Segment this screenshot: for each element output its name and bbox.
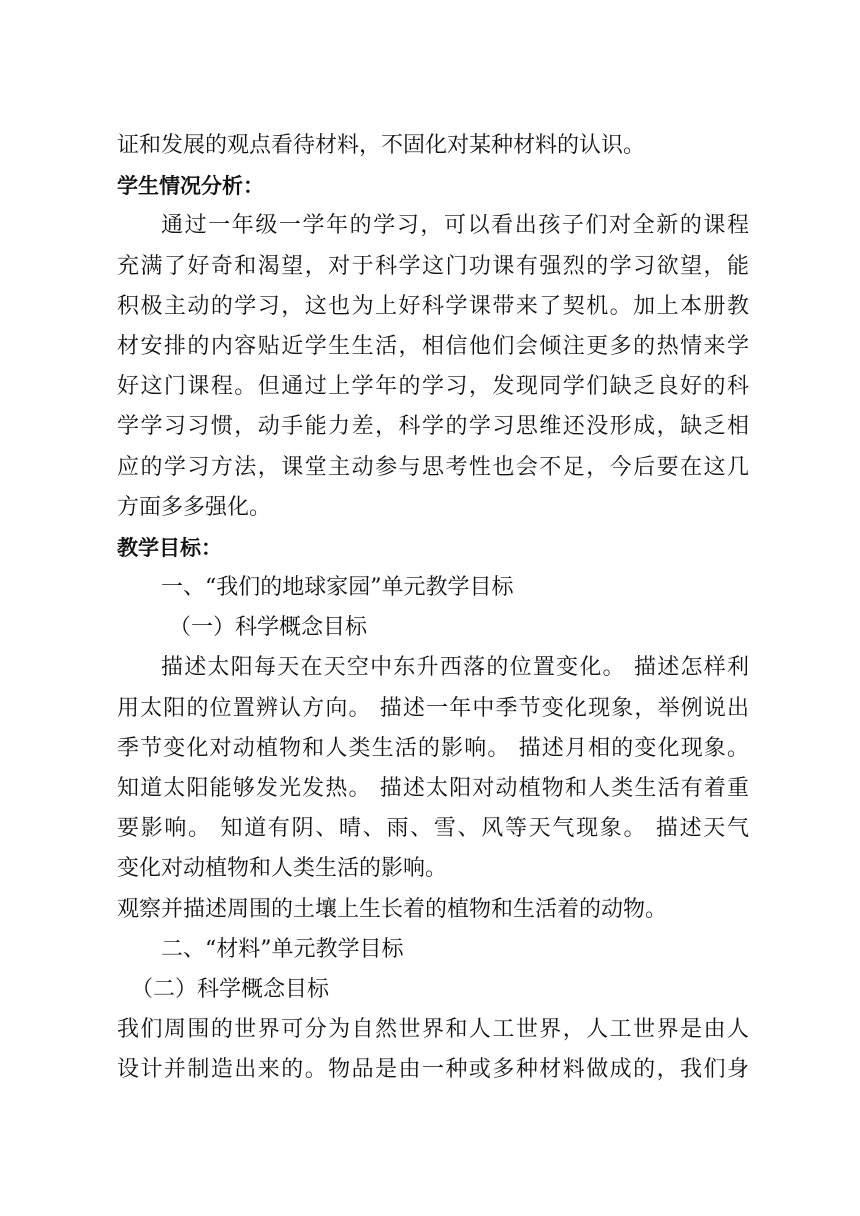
paragraph-line: 变化对动植物和人类生活的影响。 [117,856,448,882]
paragraph-line: 要影响。 知道有阴、晴、雨、雪、风等天气现象。 描述天气 [117,816,749,842]
paragraph-line: 知道太阳能够发光发热。 描述太阳对动植物和人类生活有着重 [117,776,749,801]
subheading-unit-two: 二、“材料”单元教学目标 [161,936,404,962]
paragraph-line: 积极主动的学习，这也为上好科学课带来了契机。加上本册教 [117,293,749,319]
section-heading-student-analysis: 学生情况分析： [117,174,264,199]
paragraph-line: 季节变化对动植物和人类生活的影响。 描述月相的变化现象。 [117,735,749,761]
paragraph-line: 证和发展的观点看待材料，不固化对某种材料的认识。 [117,133,646,158]
paragraph-line: 应的学习方法，课堂主动参与思考性也会不足，今后要在这几 [117,454,749,480]
paragraph-line: 好这门课程。但通过上学年的学习，发现同学们缺乏良好的科 [117,374,749,400]
paragraph-line: 我们周围的世界可分为自然世界和人工世界，人工世界是由人 [117,1017,749,1043]
document-page [117,126,749,1091]
paragraph-line: 学学习习惯，动手能力差，科学的学习思维还没形成，缺乏相 [117,414,749,440]
paragraph-line: 用太阳的位置辨认方向。 描述一年中季节变化现象，举例说出 [117,695,749,721]
paragraph-line: 观察并描述周围的土壤上生长着的植物和生活着的动物。 [117,896,668,922]
paragraph-line: 方面多多强化。 [117,494,272,520]
subheading-unit-one: 一、“我们的地球家园”单元教学目标 [161,575,514,601]
subheading-science-concept-one: （一）科学概念目标 [169,615,368,641]
paragraph-line: 描述太阳每天在天空中东升西落的位置变化。 描述怎样利 [161,655,749,681]
subheading-science-concept-two: （二）科学概念目标 [131,976,330,1002]
paragraph-line: 通过一年级一学年的学习，可以看出孩子们对全新的课程 [161,213,749,239]
paragraph-line: 设计并制造出来的。物品是由一种或多种材料做成的，我们身 [117,1057,749,1083]
paragraph-line: 材安排的内容贴近学生生活，相信他们会倾注更多的热情来学 [117,333,749,359]
paragraph-line: 充满了好奇和渴望，对于科学这门功课有强烈的学习欲望，能 [117,253,749,279]
section-heading-teaching-goals: 教学目标： [117,535,222,560]
